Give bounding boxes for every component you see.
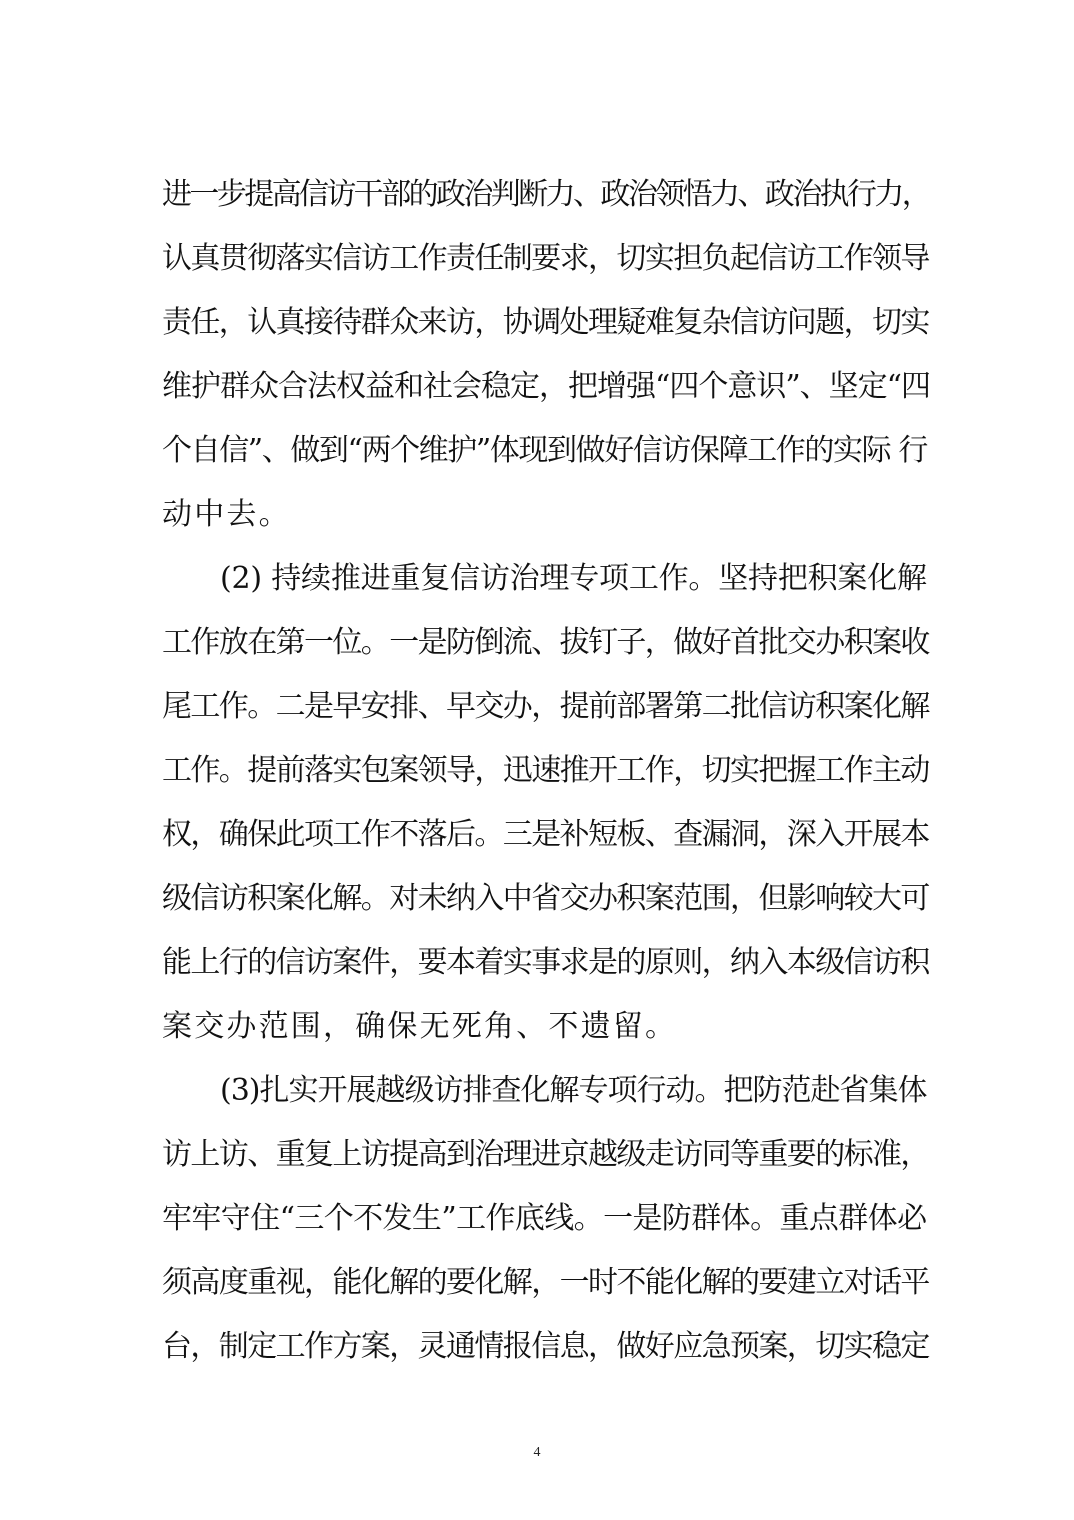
text-line: 责任，认真接待群众来访，协调处理疑难复杂信访问题，切实 — [162, 305, 929, 340]
text-line: 个自信”、做到“两个维护”体现到做好信访保障工作的实际 行 — [162, 433, 927, 468]
text-line: 牢牢守住“三个不发生”工作底线。一是防群体。重点群体必 — [162, 1201, 927, 1236]
text-line: 认真贯彻落实信访工作责任制要求，切实担负起信访工作领导 — [162, 241, 929, 276]
text-line: 维护群众合法权益和社会稳定，把增强“四个意识”、坚定“四 — [162, 369, 931, 404]
text-line: 级信访积案化解。对未纳入中省交办积案范围，但影响较大可 — [162, 881, 929, 916]
text-line: (3)扎实开展越级访排查化解专项行动。把防范赴省集体 — [220, 1073, 927, 1108]
text-line: (2) 持续推进重复信访治理专项工作。坚持把积案化解 — [220, 561, 927, 596]
text-line: 须高度重视，能化解的要化解，一时不能化解的要建立对话平 — [162, 1265, 929, 1300]
text-line: 工作放在第一位。一是防倒流、拔钉子，做好首批交办积案收 — [162, 625, 929, 660]
body-text — [162, 163, 930, 1379]
text-line: 进一步提高信访干部的政治判断力、政治领悟力、政治执行力， — [162, 177, 930, 212]
text-line: 权，确保此项工作不落后。三是补短板、查漏洞，深入开展本 — [162, 817, 929, 852]
text-line: 台，制定工作方案，灵通情报信息，做好应急预案，切实稳定 — [162, 1329, 929, 1364]
text-line: 能上行的信访案件，要本着实事求是的原则，纳入本级信访积 — [162, 945, 929, 980]
page-number: 4 — [533, 1445, 541, 1460]
text-line: 案交办范围，确保无死角、不遗留。 — [162, 1009, 678, 1044]
text-line: 工作。提前落实包案领导，迅速推开工作，切实把握工作主动 — [162, 753, 929, 788]
text-line: 尾工作。二是早安排、早交办，提前部署第二批信访积案化解 — [162, 689, 929, 724]
text-line: 访上访、重复上访提高到治理进京越级走访同等重要的标准， — [162, 1137, 929, 1172]
text-line: 动中去。 — [162, 497, 291, 532]
